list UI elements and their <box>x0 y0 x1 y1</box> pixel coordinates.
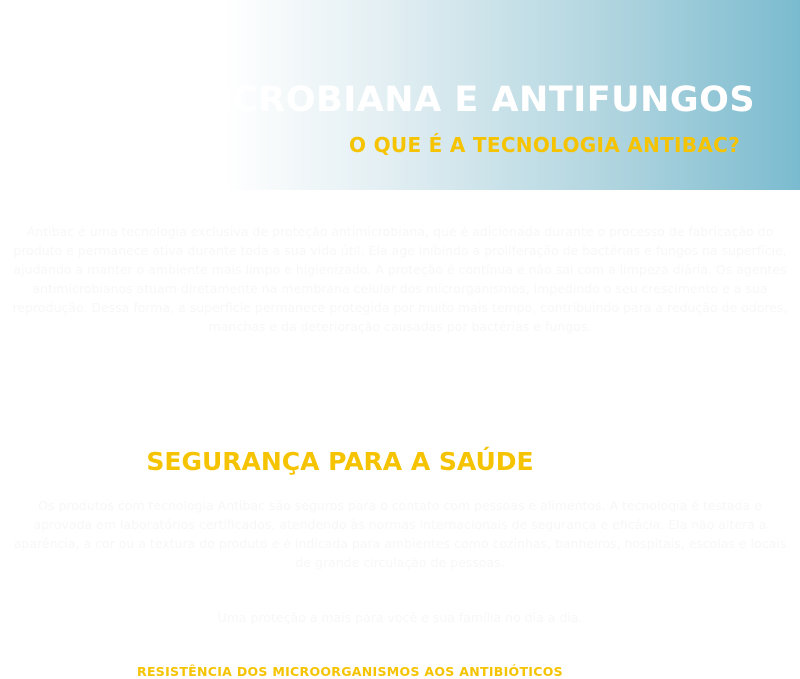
health-paragraph: Os produtos com tecnologia Antibac são seguros para o contato com pessoas e alimentos. A tecnologia é testada e aprovada em laboratórios certificados, atendendo às normas internacionais de segurança e eficácia. Ela não altera a aparência, a cor ou a textura do produto e é indicada para ambientes como cozinhas, banheiros, hospitais, escolas e locais de grande circulação de pessoas. <box>13 498 787 570</box>
section-heading-resistance: RESISTÊNCIA DOS MICROORGANISMOS AOS ANTIBIÓTICOS <box>137 664 563 679</box>
page-subtitle: O QUE É A TECNOLOGIA ANTIBAC? <box>349 133 740 157</box>
header-kicker: TECNOLOGIA <box>88 40 223 62</box>
closing-paragraph: Uma proteção a mais para você e sua família no dia a dia. <box>217 610 583 625</box>
page-title: ANTIMICROBIANA E ANTIFUNGOS <box>88 80 756 120</box>
intro-paragraph: Antibac é uma tecnologia exclusiva de proteção antimicrobiana, que é adicionada durante o processo de fabricação do produto e permanece ativa durante toda a sua vida útil. Ela age inibindo a proliferação de bactérias e fungos na superfície, ajudando a manter o ambiente mais limpo e higienizado. A proteção é contínua e não sai com a limpeza diária. Os agentes antimicrobianos atuam diretamente na membrana celular dos microrganismos, impedindo o seu crescimento e a sua reprodução. Dessa forma, a superfície permanece protegida por muito mais tempo, contribuindo para a redução de odores, manchas e da deterioração causadas por bactérias e fungos. <box>12 224 788 334</box>
section-heading-health: SEGURANÇA PARA A SAÚDE <box>146 447 534 476</box>
